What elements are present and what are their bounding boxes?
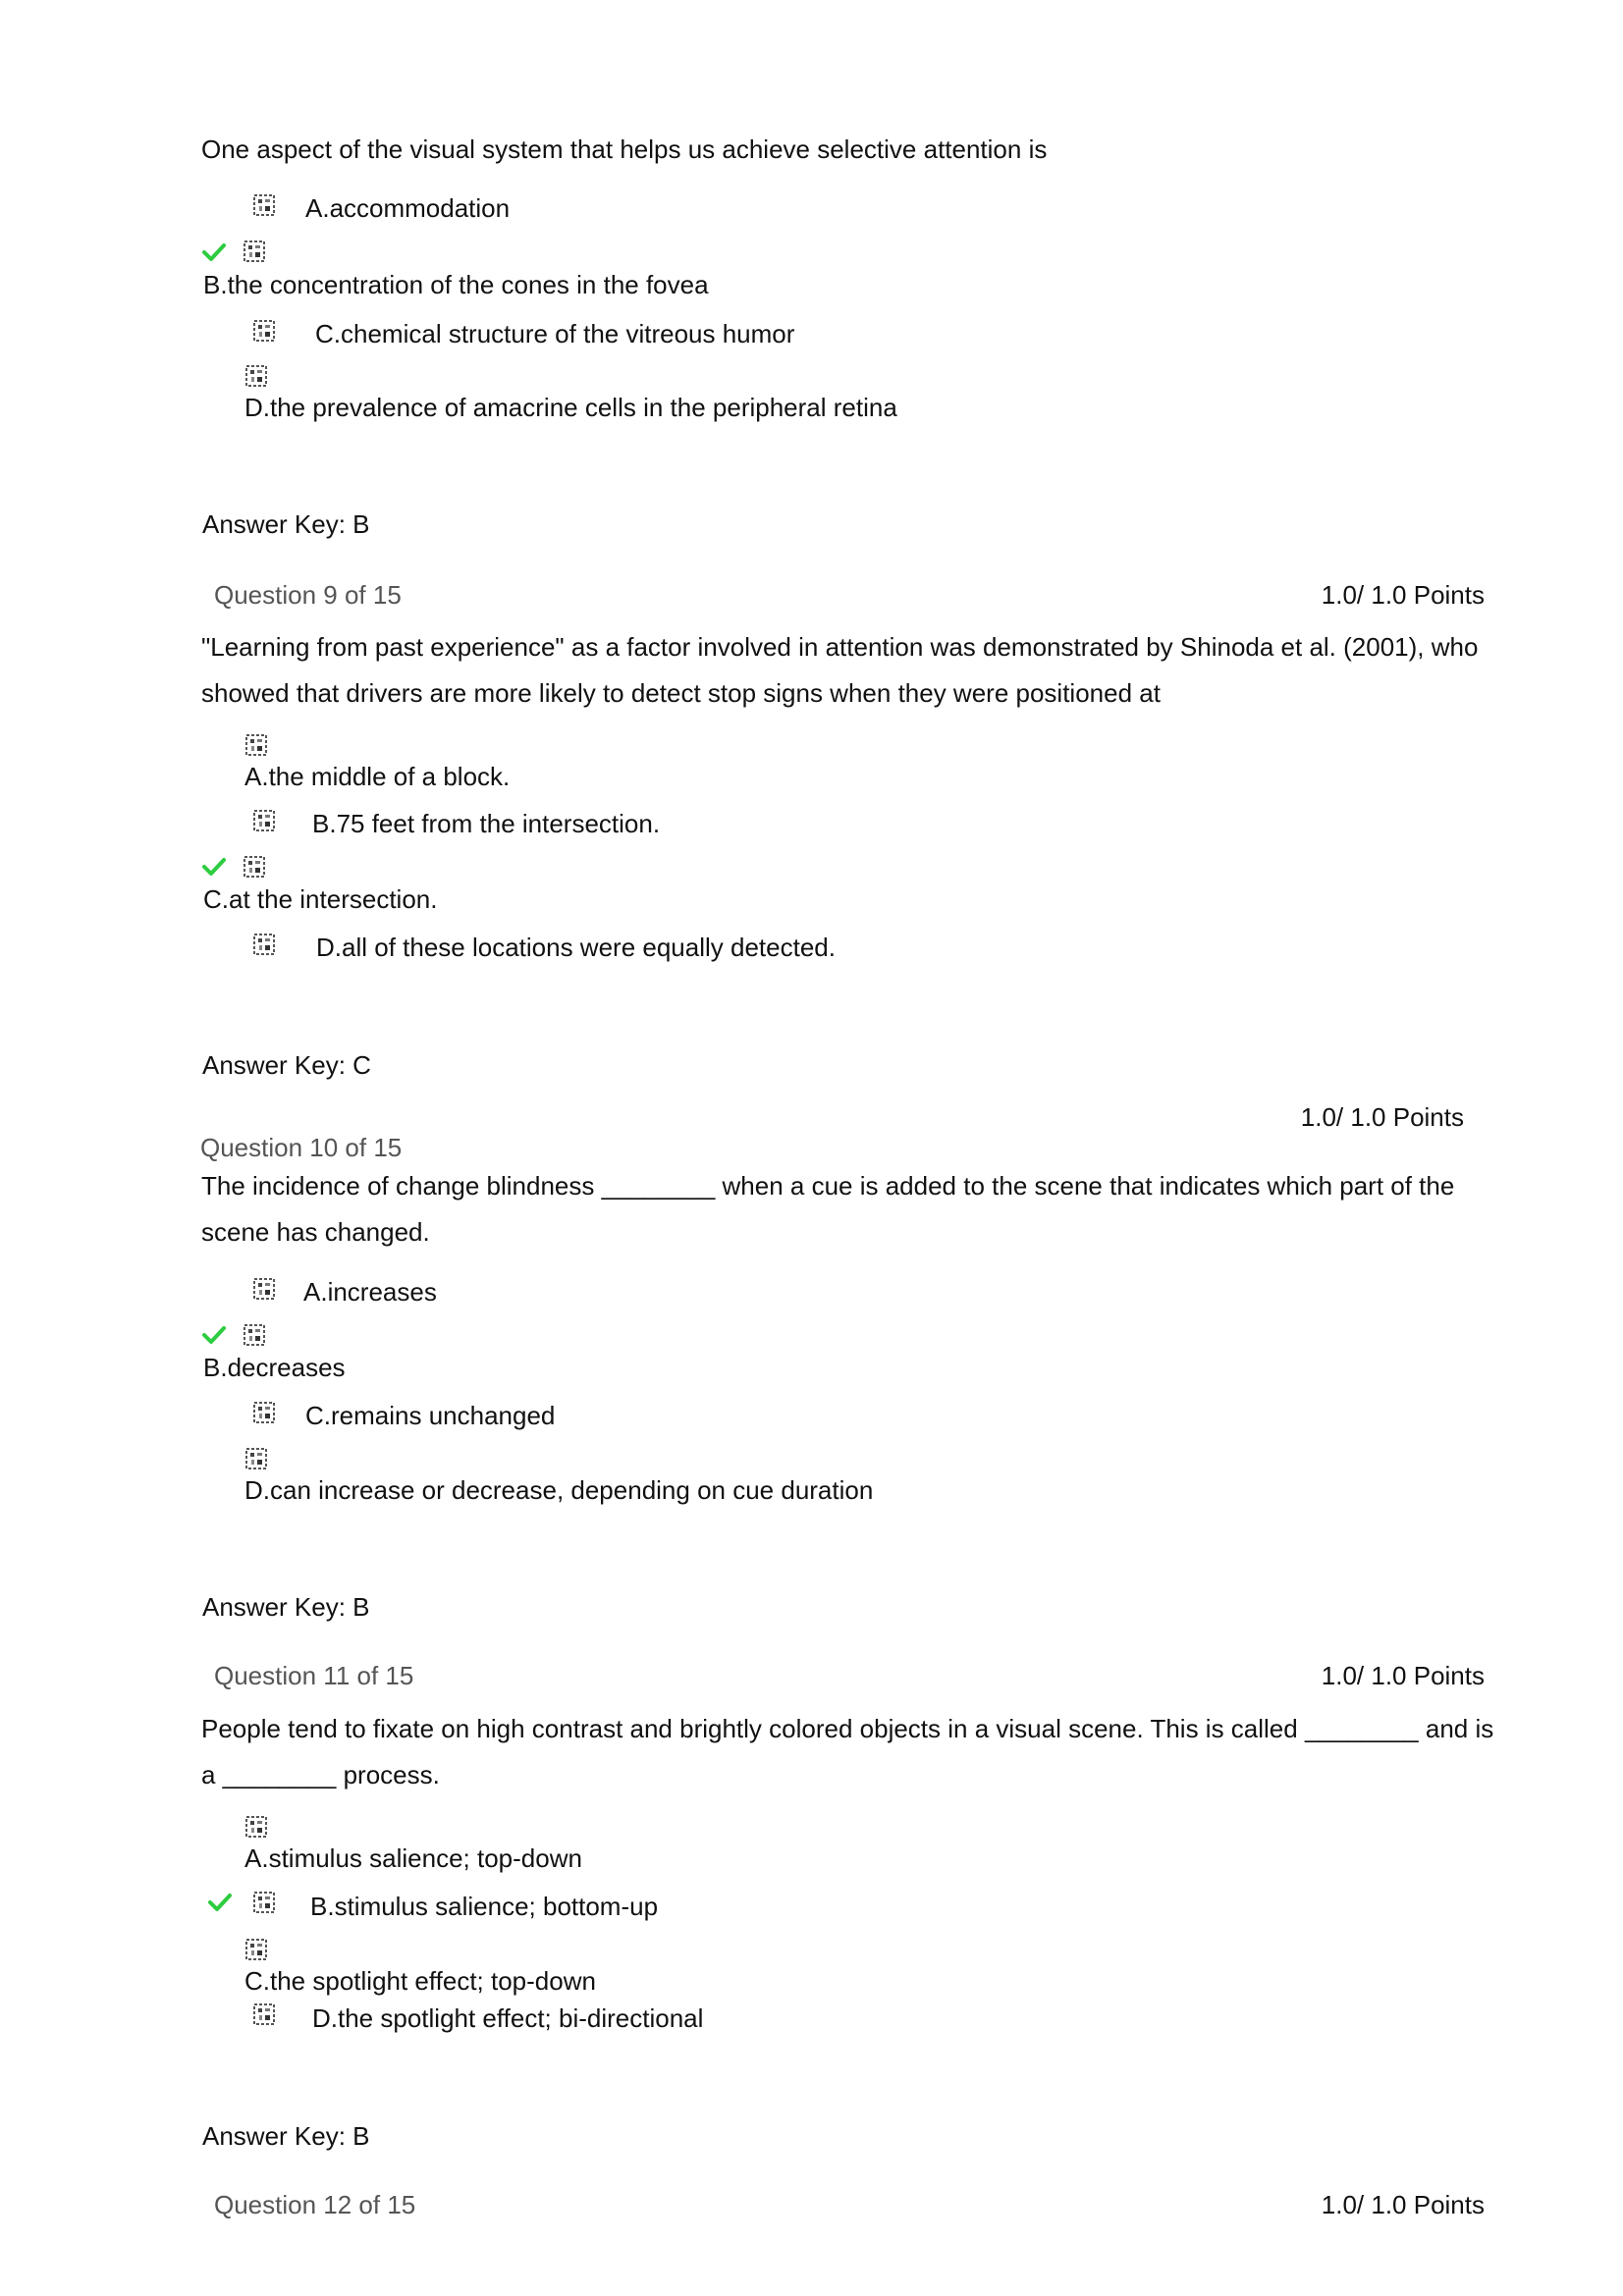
radio-option-icon[interactable] — [253, 1402, 275, 1423]
question-11-points: 1.0/ 1.0 Points — [1321, 1661, 1485, 1690]
q8-option-c: C.chemical structure of the vitreous humor — [315, 319, 795, 348]
q10-option-c: C.remains unchanged — [305, 1401, 556, 1430]
question-9-header: Question 9 of 15 — [214, 580, 402, 610]
radio-option-icon[interactable] — [253, 194, 275, 216]
correct-check-icon — [202, 1325, 226, 1345]
q9-option-a: A.the middle of a block. — [244, 762, 511, 791]
q8-answer-key: Answer Key: B — [202, 509, 370, 539]
radio-option-icon[interactable] — [245, 365, 267, 387]
question-11-header: Question 11 of 15 — [214, 1661, 414, 1690]
q11-option-a: A.stimulus salience; top-down — [244, 1843, 582, 1873]
q8-option-a: A.accommodation — [305, 193, 511, 223]
q9-option-c: C.at the intersection. — [203, 884, 438, 914]
q10-option-d: D.can increase or decrease, depending on cue duration — [244, 1475, 874, 1505]
question-9-stem-line-2: showed that drivers are more likely to detect stop signs when they were positioned at — [201, 678, 1161, 708]
q9-option-b: B.75 feet from the intersection. — [312, 809, 661, 838]
q9-answer-key: Answer Key: C — [202, 1050, 371, 1080]
question-10-header: Question 10 of 15 — [200, 1133, 403, 1162]
q8-option-d: D.the prevalence of amacrine cells in the peripheral retina — [244, 393, 897, 422]
question-9-points: 1.0/ 1.0 Points — [1321, 580, 1485, 610]
radio-option-icon[interactable] — [253, 810, 275, 831]
radio-option-icon[interactable] — [253, 2003, 275, 2025]
q10-option-b: B.decreases — [203, 1353, 346, 1382]
radio-option-icon[interactable] — [243, 240, 265, 262]
q11-option-d: D.the spotlight effect; bi-directional — [312, 2003, 704, 2033]
radio-option-icon[interactable] — [245, 1939, 267, 1960]
radio-option-icon[interactable] — [245, 1448, 267, 1469]
question-9-stem-line-1: "Learning from past experience" as a factor involved in attention was demonstrated by Shinoda et al. (2001), who — [201, 632, 1479, 662]
radio-option-icon[interactable] — [243, 1324, 265, 1346]
q11-option-c: C.the spotlight effect; top-down — [244, 1966, 596, 1996]
q10-answer-key: Answer Key: B — [202, 1592, 370, 1622]
q11-option-b: B.stimulus salience; bottom-up — [310, 1892, 659, 1921]
question-11-stem-line-2: a ________ process. — [201, 1760, 440, 1789]
correct-check-icon — [208, 1893, 232, 1912]
question-12-header: Question 12 of 15 — [214, 2190, 416, 2219]
radio-option-icon[interactable] — [253, 320, 275, 342]
radio-option-icon[interactable] — [245, 1816, 267, 1838]
question-12-points: 1.0/ 1.0 Points — [1321, 2190, 1485, 2219]
radio-option-icon[interactable] — [243, 856, 265, 878]
question-10-stem-line-1: The incidence of change blindness ________ when a cue is added to the scene that indicates which part of the — [201, 1171, 1455, 1201]
q10-option-a: A.increases — [303, 1277, 437, 1307]
question-10-points: 1.0/ 1.0 Points — [1300, 1102, 1464, 1132]
radio-option-icon[interactable] — [253, 1892, 275, 1913]
correct-check-icon — [202, 857, 226, 877]
q8-option-b: B.the concentration of the cones in the fovea — [203, 270, 709, 299]
question-8-stem: One aspect of the visual system that helps us achieve selective attention is — [201, 134, 1048, 164]
question-11-stem-line-1: People tend to fixate on high contrast and brightly colored objects in a visual scene. This is called ________ and is — [201, 1714, 1494, 1743]
q11-answer-key: Answer Key: B — [202, 2121, 370, 2151]
radio-option-icon[interactable] — [245, 734, 267, 756]
q9-option-d: D.all of these locations were equally detected. — [316, 933, 836, 962]
correct-check-icon — [202, 242, 226, 262]
radio-option-icon[interactable] — [253, 1278, 275, 1300]
radio-option-icon[interactable] — [253, 934, 275, 955]
question-10-stem-line-2: scene has changed. — [201, 1217, 430, 1247]
